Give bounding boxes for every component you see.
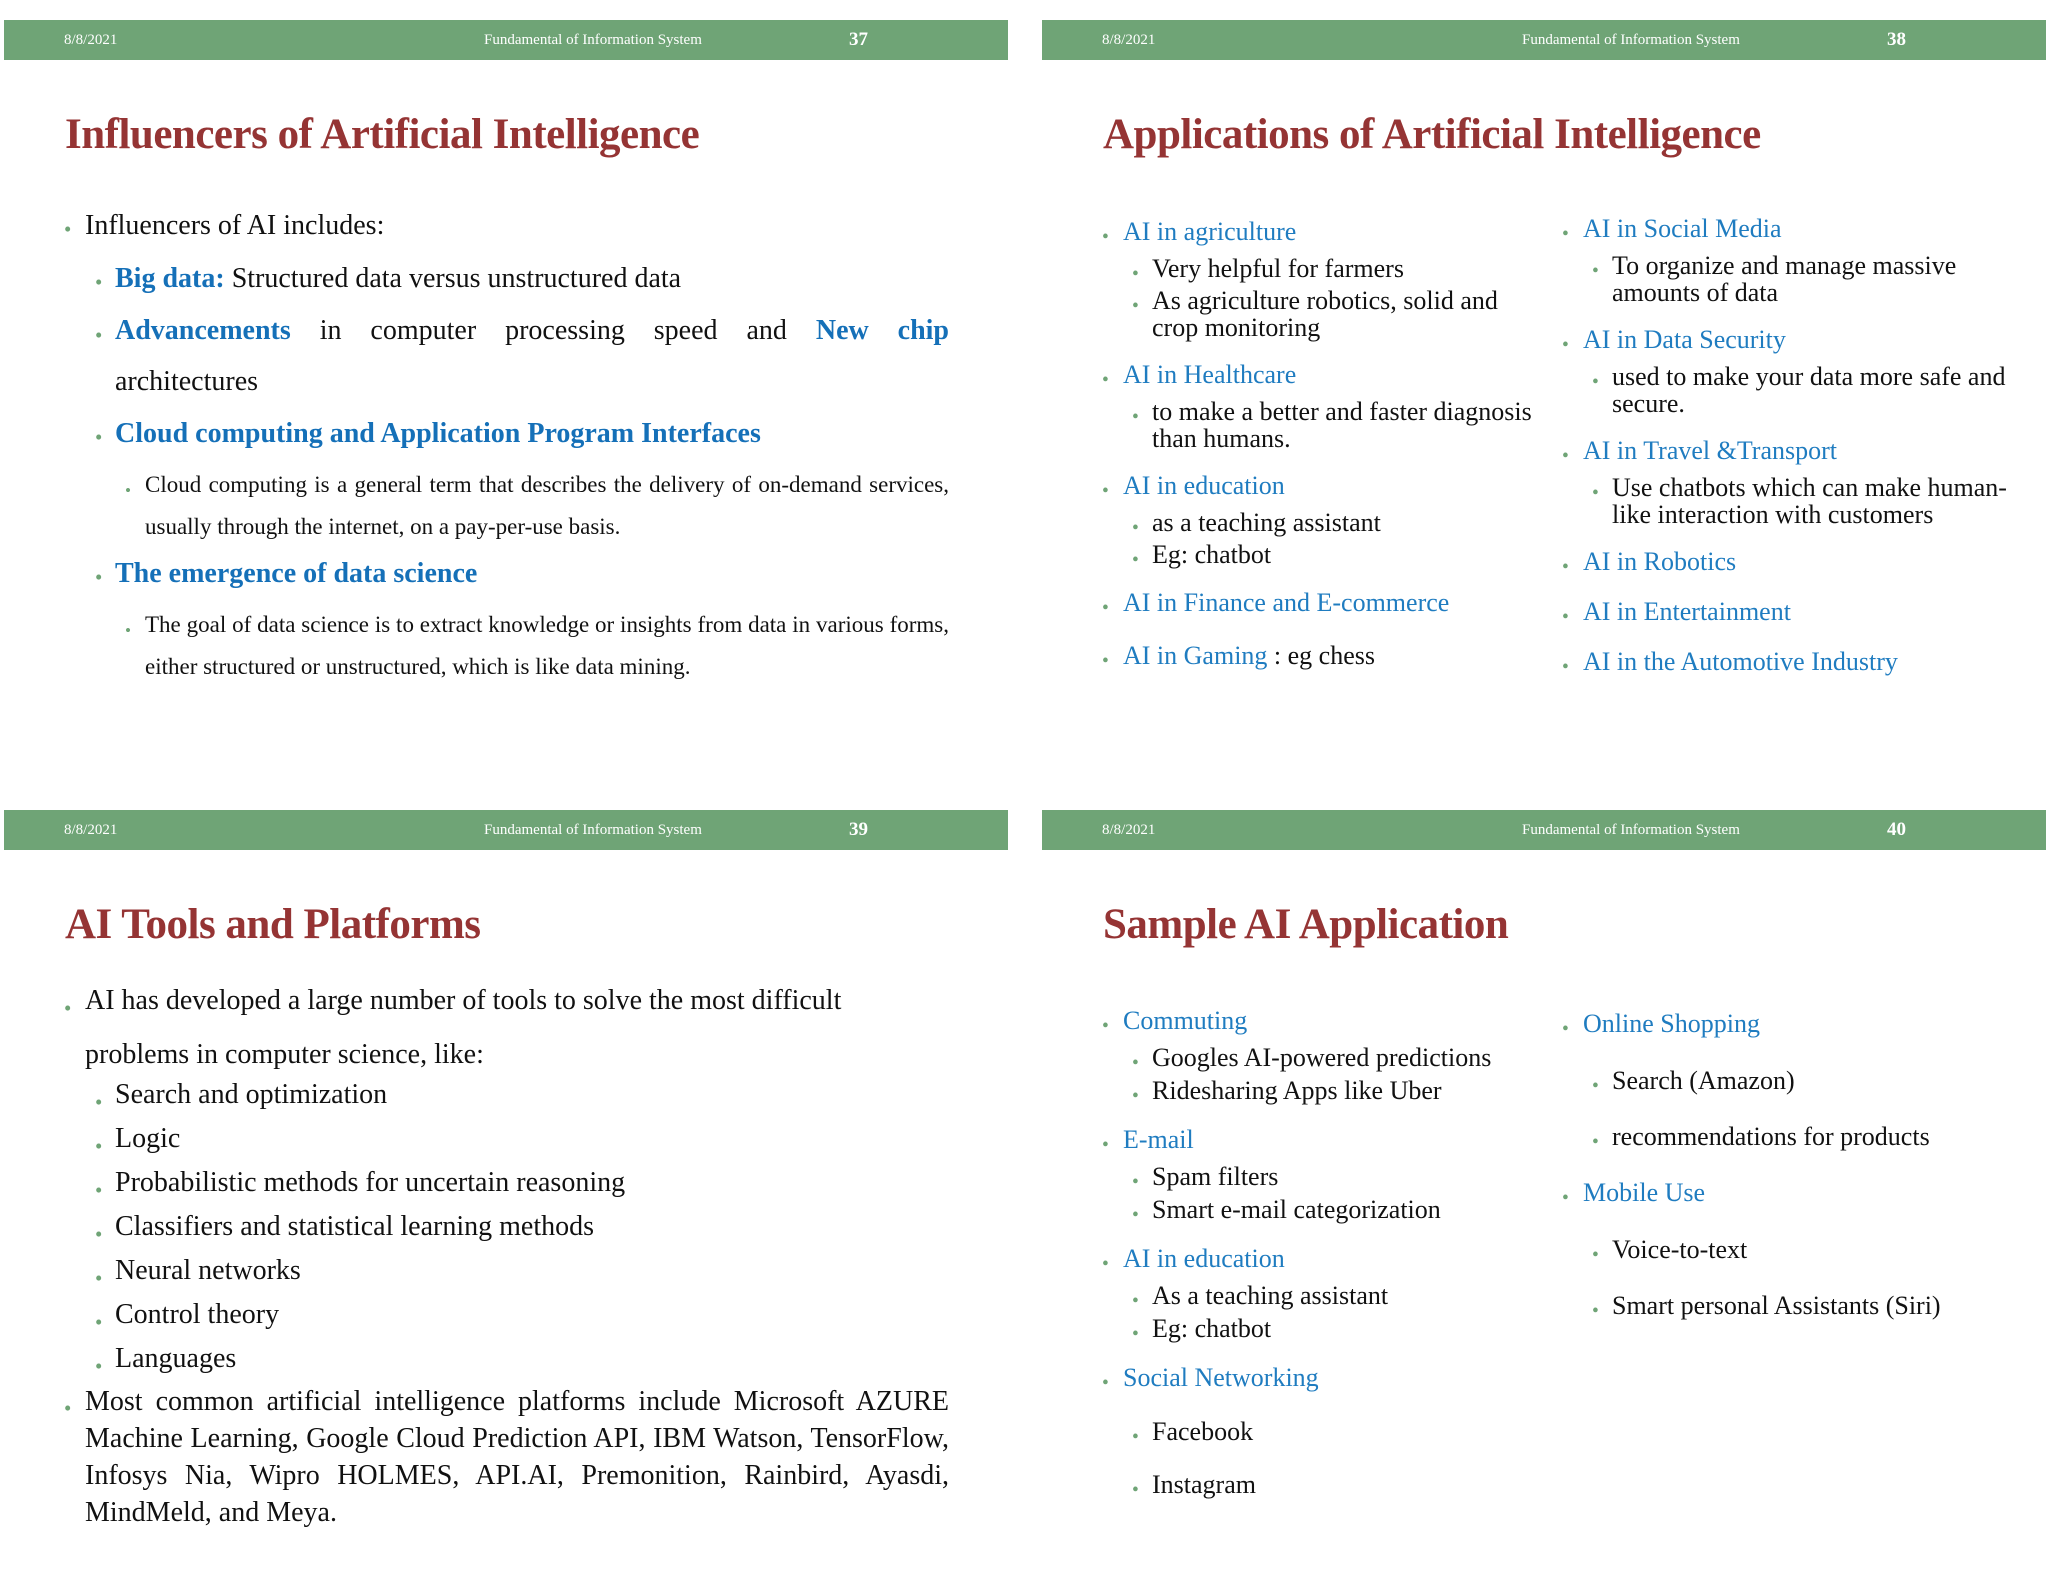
app-travel: • AI in Travel &Transport (1562, 437, 2022, 465)
app-finance: • AI in Finance and E-commerce (1102, 589, 1542, 617)
cloud-label: Cloud computing and Application Program Interfaces (115, 418, 761, 449)
slide-38 (1042, 20, 2046, 790)
gaming-suffix: : eg chess (1267, 641, 1376, 670)
bullet-intro: • Influencers of AI includes: (64, 210, 949, 242)
sample-commuting: • Commuting (1102, 1007, 1542, 1035)
course-name: Fundamental of Information System (1522, 822, 1740, 838)
sub-item: • Googles AI-powered predictions (1102, 1044, 1542, 1071)
slide-title: Applications of Artificial Intelligence (1103, 111, 1761, 158)
data-science-label: The emergence of data science (115, 558, 478, 589)
slide-number: 38 (1887, 29, 1906, 50)
big-data-label: Big data: (115, 263, 225, 294)
slide-body (64, 210, 949, 688)
sub-item: • Eg: chatbot (1102, 541, 1542, 568)
bullet-data-science (64, 558, 949, 590)
sub-item: • To organize and manage massive amounts of data (1562, 252, 2022, 306)
sub-item: • Eg: chatbot (1102, 1315, 1542, 1342)
sub-item: • used to make your data more safe and secure. (1562, 363, 2022, 417)
sub-item: • Instagram (1102, 1471, 1542, 1498)
new-chip-label: New chip (815, 315, 949, 346)
sub-item: • Very helpful for farmers (1102, 255, 1542, 282)
app-education: • AI in education (1102, 472, 1542, 500)
sample-online-shopping: • Online Shopping (1562, 1010, 2022, 1038)
slide-header (4, 810, 1008, 850)
tool-item: • Probabilistic methods for uncertain reasoning (64, 1167, 949, 1199)
sub-item: • Smart e-mail categorization (1102, 1196, 1542, 1223)
course-name: Fundamental of Information System (484, 32, 702, 48)
sample-email: • E-mail (1102, 1126, 1542, 1154)
app-entertainment: • AI in Entertainment (1562, 598, 2022, 626)
slide-37 (4, 20, 1008, 790)
advancements-label: Advancements (115, 315, 291, 346)
sub-item: • Use chatbots which can make human-like interaction with customers (1562, 474, 2022, 528)
advancements-mid: in computer processing speed and (319, 315, 787, 346)
app-gaming (1102, 642, 1542, 670)
slide-title: Sample AI Application (1103, 901, 1509, 948)
slide-header (4, 20, 1008, 60)
slide-date: 8/8/2021 (1102, 32, 1156, 48)
tool-item: • Logic (64, 1123, 949, 1155)
sub-item: • Ridesharing Apps like Uber (1102, 1077, 1542, 1104)
bullet-advancements (64, 316, 949, 397)
slide-title: AI Tools and Platforms (65, 901, 481, 948)
slide-title: Influencers of Artificial Intelligence (65, 111, 700, 158)
tool-item: • Languages (64, 1343, 949, 1375)
course-name: Fundamental of Information System (484, 822, 702, 838)
sub-item: • Voice-to-text (1562, 1236, 2022, 1263)
sub-item: • to make a better and faster diagnosis than humans. (1102, 398, 1542, 452)
app-automotive: • AI in the Automotive Industry (1562, 648, 2022, 676)
tool-item: • Neural networks (64, 1255, 949, 1287)
sub-item: • As a teaching assistant (1102, 1282, 1542, 1309)
cloud-description: • Cloud computing is a general term that describes the delivery of on-demand services, usually through the internet, on a pay-per-use basis. (64, 464, 949, 548)
course-name: Fundamental of Information System (1522, 32, 1740, 48)
sample-mobile-use: • Mobile Use (1562, 1179, 2022, 1207)
slide-number: 40 (1887, 819, 1906, 840)
slide-header (1042, 20, 2046, 60)
sub-item: • Spam filters (1102, 1163, 1542, 1190)
sub-item: • Search (Amazon) (1562, 1067, 2022, 1094)
left-column (1102, 1007, 1542, 1498)
slide-header (1042, 810, 2046, 850)
data-science-description: • The goal of data science is to extract knowledge or insights from data in various forms, either structured or unstructured, which is like data mining. (64, 604, 949, 688)
app-agriculture: • AI in agriculture (1102, 218, 1542, 246)
big-data-text: Structured data versus unstructured data (231, 263, 682, 294)
slide-39 (4, 810, 1008, 1580)
sub-item: • recommendations for products (1562, 1123, 2022, 1150)
slide-number: 39 (849, 819, 868, 840)
slide-date: 8/8/2021 (1102, 822, 1156, 838)
right-column (1562, 215, 2022, 676)
sub-item: • Facebook (1102, 1418, 1542, 1445)
tool-item: • Classifiers and statistical learning methods (64, 1211, 949, 1243)
sample-education: • AI in education (1102, 1245, 1542, 1273)
sub-item: • as a teaching assistant (1102, 509, 1542, 536)
slide-40 (1042, 810, 2046, 1580)
slide-body (64, 985, 949, 1531)
advancements-tail: architectures (115, 366, 259, 397)
sub-item: • Smart personal Assistants (Siri) (1562, 1292, 2022, 1319)
app-data-security: • AI in Data Security (1562, 326, 2022, 354)
bullet-cloud (64, 418, 949, 450)
left-column (1102, 218, 1542, 670)
slide-date: 8/8/2021 (64, 822, 118, 838)
sample-social-networking: • Social Networking (1102, 1364, 1542, 1392)
sub-item: • As agriculture robotics, solid and crop monitoring (1102, 287, 1542, 341)
bullet-big-data (64, 263, 949, 295)
gaming-label: AI in Gaming (1123, 641, 1268, 670)
bullet-intro: • AI has developed a large number of tools to solve the most difficult problems in computer science, like: (64, 985, 949, 1071)
tool-item: • Search and optimization (64, 1079, 949, 1111)
slide-date: 8/8/2021 (64, 32, 118, 48)
app-healthcare: • AI in Healthcare (1102, 361, 1542, 389)
tool-item: • Control theory (64, 1299, 949, 1331)
right-column (1562, 1010, 2022, 1319)
app-social-media: • AI in Social Media (1562, 215, 2022, 243)
app-robotics: • AI in Robotics (1562, 548, 2022, 576)
slide-number: 37 (849, 29, 868, 50)
bullet-platforms: • Most common artificial intelligence platforms include Microsoft AZURE Machine Learning, Google Cloud Prediction API, IBM Watson, TensorFlow, Infosys Nia, Wipro HOLMES, API.AI, Premonition, Rainbird, Ayasdi, MindMeld, and Meya. (64, 1383, 949, 1531)
